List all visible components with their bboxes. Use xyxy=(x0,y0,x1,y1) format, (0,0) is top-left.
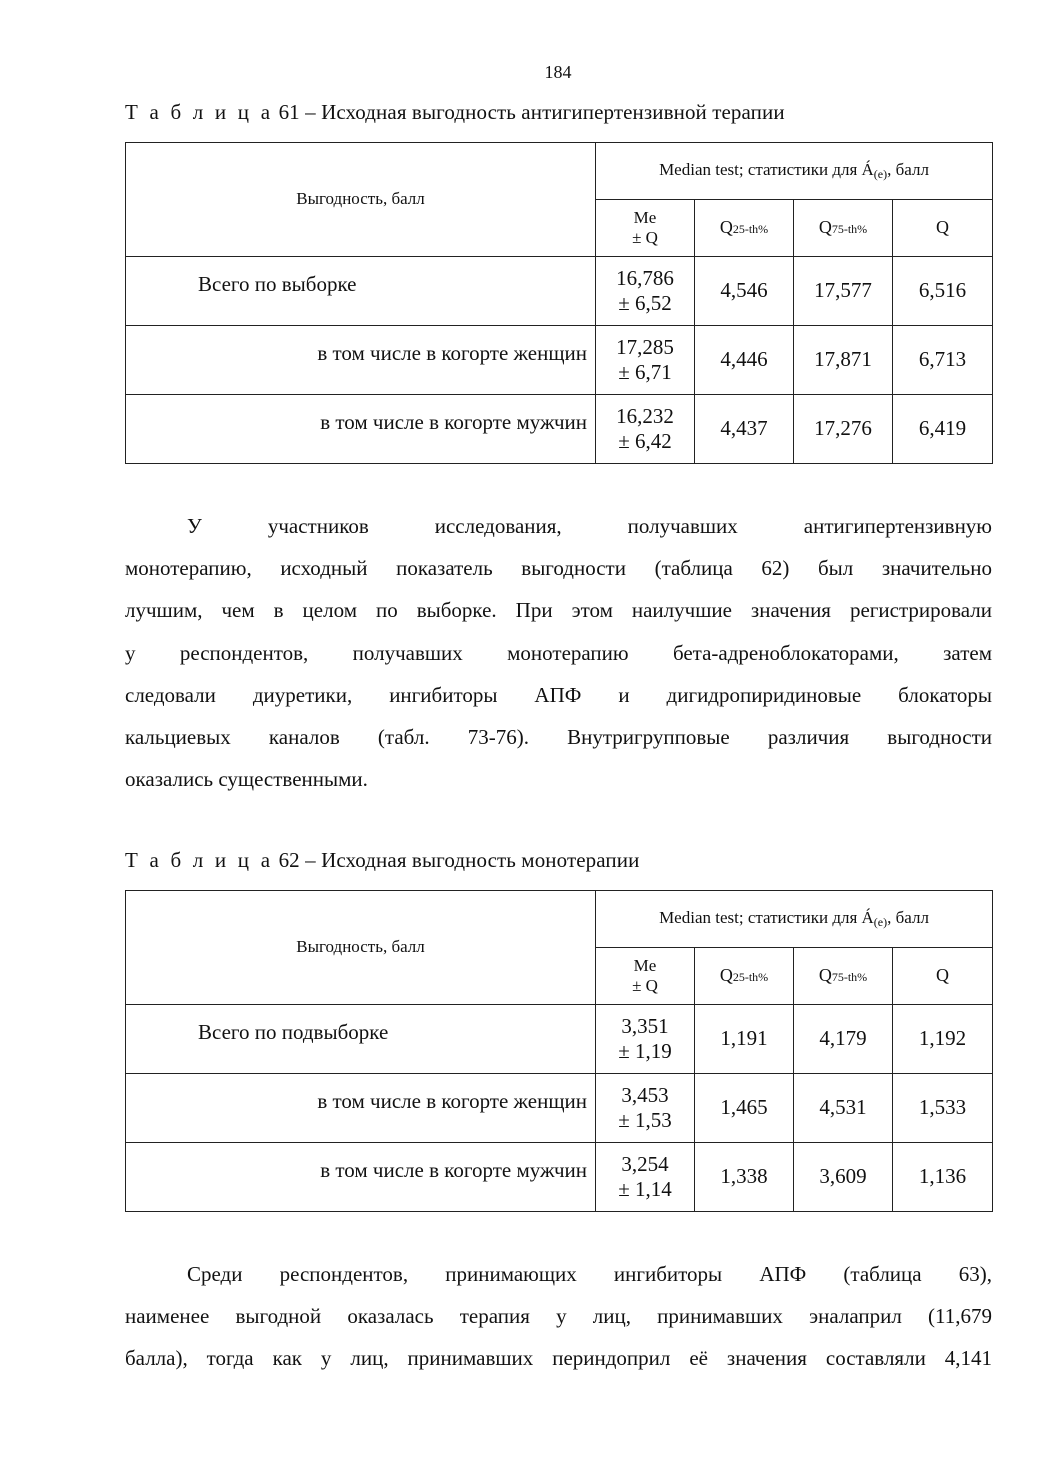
row-header: Выгодность, балл xyxy=(126,891,596,1005)
cell-me: 3,254 ± 1,14 xyxy=(596,1143,695,1212)
row-header: Выгодность, балл xyxy=(126,143,596,257)
text-line: у респондентов, получавших монотерапию бета-адреноблокаторами, затем xyxy=(125,640,992,665)
text-line: У участников исследования, получавших антигипертензивную xyxy=(187,514,992,538)
caption-text: 61 – Исходная выгодность антигипертензивной терапии xyxy=(273,100,785,124)
col-header-q25: Q25-th% xyxy=(695,200,794,257)
col-header-q25: Q25-th% xyxy=(695,948,794,1005)
cell-q: 1,192 xyxy=(893,1005,993,1074)
row-label: в том числе в когорте женщин xyxy=(126,1074,596,1143)
text-line: наименее выгодной оказалась терапия у лиц, принимавших эналаприл (11,679 xyxy=(125,1304,992,1329)
paragraph-1 xyxy=(125,505,992,800)
text-line: оказались существенными. xyxy=(125,767,368,792)
cell-q25: 4,446 xyxy=(695,326,794,395)
page-number: 184 xyxy=(544,62,572,82)
cell-q: 1,136 xyxy=(893,1143,993,1212)
cell-me: 17,285 ± 6,71 xyxy=(596,326,695,395)
cell-q25: 4,546 xyxy=(695,257,794,326)
text-line: следовали диуретики, ингибиторы АПФ и дигидропиридиновые блокаторы xyxy=(125,682,992,707)
text-line: Среди респондентов, принимающих ингибиторы АПФ (таблица 63), xyxy=(187,1262,992,1286)
table-62 xyxy=(125,890,993,1212)
group-header: Median test; статистики для Á(e), балл xyxy=(596,891,993,948)
cell-me: 16,786 ± 6,52 xyxy=(596,257,695,326)
text-line: балла), тогда как у лиц, принимавших периндоприл её значения составляли 4,141 xyxy=(125,1346,992,1371)
text-line: лучшим, чем в целом по выборке. При этом наилучшие значения регистрировали xyxy=(125,598,992,623)
cell-q75: 17,276 xyxy=(794,395,893,464)
cell-me: 16,232 ± 6,42 xyxy=(596,395,695,464)
table-61-caption xyxy=(125,100,785,125)
cell-q: 6,419 xyxy=(893,395,993,464)
row-label: в том числе в когорте женщин xyxy=(126,326,596,395)
cell-q25: 1,191 xyxy=(695,1005,794,1074)
group-header: Median test; статистики для Á(e), балл xyxy=(596,143,993,200)
cell-q: 6,713 xyxy=(893,326,993,395)
row-label: в том числе в когорте мужчин xyxy=(126,395,596,464)
cell-q75: 17,871 xyxy=(794,326,893,395)
row-label: в том числе в когорте мужчин xyxy=(126,1143,596,1212)
cell-me: 3,351 ± 1,19 xyxy=(596,1005,695,1074)
cell-q25: 1,338 xyxy=(695,1143,794,1212)
table-row xyxy=(126,1143,993,1212)
col-header-me: Me ± Q xyxy=(596,200,695,257)
col-header-me: Me ± Q xyxy=(596,948,695,1005)
table-row xyxy=(126,395,993,464)
cell-q75: 3,609 xyxy=(794,1143,893,1212)
text-line: монотерапию, исходный показатель выгодности (таблица 62) был значительно xyxy=(125,556,992,581)
cell-q: 1,533 xyxy=(893,1074,993,1143)
table-row xyxy=(126,1005,993,1074)
table-61 xyxy=(125,142,993,464)
col-header-q75: Q75-th% xyxy=(794,200,893,257)
table-row xyxy=(126,326,993,395)
table-row xyxy=(126,1074,993,1143)
cell-q25: 4,437 xyxy=(695,395,794,464)
cell-q75: 17,577 xyxy=(794,257,893,326)
row-label: Всего по выборке xyxy=(126,257,596,326)
caption-prefix: Т а б л и ц а xyxy=(125,100,274,124)
caption-text: 62 – Исходная выгодность монотерапии xyxy=(273,848,640,872)
cell-me: 3,453 ± 1,53 xyxy=(596,1074,695,1143)
cell-q: 6,516 xyxy=(893,257,993,326)
cell-q75: 4,531 xyxy=(794,1074,893,1143)
caption-prefix: Т а б л и ц а xyxy=(125,848,274,872)
col-header-q: Q xyxy=(893,200,993,257)
table-row xyxy=(126,257,993,326)
row-label: Всего по подвыборке xyxy=(126,1005,596,1074)
col-header-q: Q xyxy=(893,948,993,1005)
table-62-caption xyxy=(125,848,639,873)
paragraph-2 xyxy=(125,1253,992,1380)
cell-q75: 4,179 xyxy=(794,1005,893,1074)
cell-q25: 1,465 xyxy=(695,1074,794,1143)
text-line: кальциевых каналов (табл. 73-76). Внутригрупповые различия выгодности xyxy=(125,724,992,749)
col-header-q75: Q75-th% xyxy=(794,948,893,1005)
